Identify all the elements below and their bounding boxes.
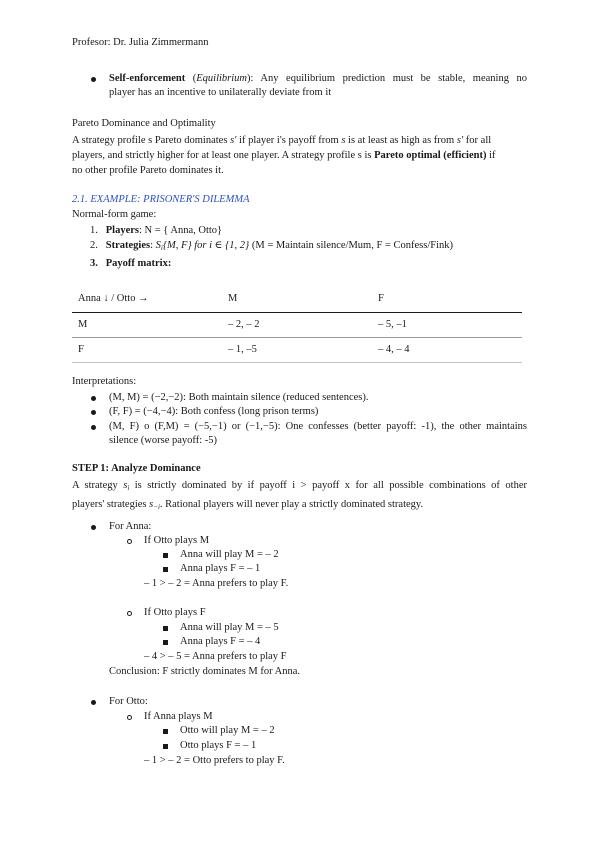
list-item-payoff-matrix: 3. Payoff matrix: [90, 258, 172, 269]
interpretations-title: Interpretations: [72, 376, 137, 387]
anna-case1-title: If Otto plays M [144, 535, 210, 546]
square-bullet-icon [163, 553, 168, 558]
self-enforcement-line1: Self-enforcement (Equilibrium): Any equilibrium prediction must be stable, meaning no [109, 73, 527, 84]
table-header-m: M [228, 293, 238, 304]
list-item-strategies: 2. Strategies: $S_i\{M$, F} for i ∈ {1, 2} (M = Maintain silence/Mum, F = Confess/Fink) [90, 240, 453, 252]
bullet-icon [91, 396, 96, 401]
table-cell-mm: – 2, – 2 [228, 319, 260, 330]
square-bullet-icon [163, 729, 168, 734]
pareto-line3: no other profile Pareto dominates it. [72, 165, 224, 176]
interpretation-item-continued: silence (worse payoff: -5) [109, 435, 217, 446]
anna-case2-a: Anna will play M = – 5 [180, 622, 279, 633]
table-bottom-rule [72, 362, 522, 363]
table-cell-mf: – 5, –1 [378, 319, 407, 330]
circle-bullet-icon [127, 611, 132, 616]
step1-line2: players' strategies $s_{-i}$. Rational players will never play a strictly dominated strategy. [72, 499, 424, 511]
bullet-icon [91, 525, 96, 530]
table-cell-fm: – 1, –5 [228, 344, 257, 355]
otto-case1-b: Otto plays F = – 1 [180, 740, 257, 751]
anna-case1-b: Anna plays F = – 1 [180, 563, 261, 574]
table-row-divider [72, 337, 522, 338]
anna-case1-a: Anna will play M = – 2 [180, 549, 279, 560]
interpretation-item: (M, F) o (F,M) = (−5,−1) or (−1,−5): One confesses (better payoff: -1), the other maintains [109, 421, 527, 432]
bullet-icon [91, 700, 96, 705]
bullet-icon [91, 410, 96, 415]
anna-case2-result: – 4 > – 5 = Anna prefers to play F [144, 651, 287, 662]
pareto-line2: players, and strictly higher for at least one player. A strategy profile s is Pareto optimal (efficient) if [72, 150, 496, 161]
table-header-f: F [378, 293, 384, 304]
circle-bullet-icon [127, 715, 132, 720]
square-bullet-icon [163, 640, 168, 645]
square-bullet-icon [163, 626, 168, 631]
table-header-players: Anna ↓ / Otto → [78, 293, 149, 304]
anna-case2-title: If Otto plays F [144, 607, 206, 618]
otto-label: For Otto: [109, 696, 148, 707]
circle-bullet-icon [127, 539, 132, 544]
normal-form-label: Normal-form game: [72, 209, 157, 220]
page-header-author: Profesor: Dr. Julia Zimmermann [72, 37, 209, 48]
step1-line1: A strategy $s_i$ is strictly dominated by if payoff i > payoff x for all possible combinations of other [72, 480, 527, 492]
bullet-icon [91, 425, 96, 430]
square-bullet-icon [163, 744, 168, 749]
anna-label: For Anna: [109, 521, 152, 532]
table-row-f-label: F [78, 344, 84, 355]
list-item-players: 1. Players: N = { Anna, Otto} [90, 225, 223, 236]
self-enforcement-line2: player has an incentive to unilaterally deviate from it [109, 87, 332, 98]
interpretation-item: (M, M) = (−2,−2): Both maintain silence (reduced sentences). [109, 392, 369, 403]
table-header-rule [72, 312, 522, 313]
anna-case1-result: – 1 > – 2 = Anna prefers to play F. [144, 578, 289, 589]
pareto-title: Pareto Dominance and Optimality [72, 118, 216, 129]
pareto-line1: A strategy profile s Pareto dominates s' if player i's payoff from s is at least as high as from s' for all [72, 135, 492, 146]
table-row-m-label: M [78, 319, 88, 330]
anna-case2-b: Anna plays F = – 4 [180, 636, 261, 647]
square-bullet-icon [163, 567, 168, 572]
otto-case1-a: Otto will play M = – 2 [180, 725, 275, 736]
table-cell-ff: – 4, – 4 [378, 344, 410, 355]
anna-conclusion: Conclusion: F strictly dominates M for Anna. [109, 666, 301, 677]
otto-case1-result: – 1 > – 2 = Otto prefers to play F. [144, 755, 285, 766]
otto-case1-title: If Anna plays M [144, 711, 213, 722]
interpretation-item: (F, F) = (−4,−4): Both confess (long prison terms) [109, 406, 319, 417]
bullet-icon [91, 77, 96, 82]
step1-title: STEP 1: Analyze Dominance [72, 463, 201, 474]
example-heading: 2.1. EXAMPLE: PRISONER'S DILEMMA [72, 194, 250, 205]
